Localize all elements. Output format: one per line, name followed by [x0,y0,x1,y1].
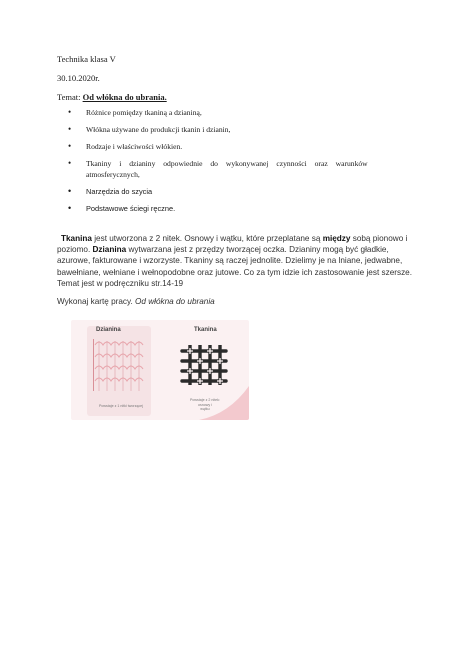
weave-label: Tkanina [194,327,217,333]
decorative-corner-shape [199,386,249,420]
list-item: • Podstawowe ściegi ręczne. [58,203,388,214]
document-title: Technika klasa V [57,54,116,64]
weave-illustration [178,341,230,389]
task-title: Od włókna do ubrania [135,297,215,306]
list-item: • Rodzaje i właściwości włókien. [58,141,388,152]
knit-illustration [91,337,149,397]
topic-title: Od włókna do ubrania. [82,92,167,102]
topic-bullet-list [58,107,388,220]
knit-label: Dzianina [96,327,121,333]
keyword-miedzy: między [322,234,351,243]
fabric-comparison-figure [71,320,249,420]
task-line: Wykonaj kartę pracy. Od włókna do ubrania [57,297,215,306]
body-paragraph: Tkanina jest utworzona z 2 nitek. Osnowy i wątku, które przeplatane są między sobą pionowo i poziomo. Dzianina wytwarzana jest z przędzy tworzącej oczka. Dzianiny mogą być gładkie, azurowe, fakturowane i wzorzyste. Tkaniny są raczej jednolite. Dzielimy je na lniane, jedwabne, bawełniane, wełniane i wełnopodobne oraz jutowe. Co za tym idzie ich zastosowanie jest szersze. Temat jest w podręczniku str.14-19 [57,234,412,288]
knit-caption: Powstaje z 1 nitki tworzącej [99,404,143,408]
document-date: 30.10.2020r. [57,73,100,83]
list-item: • Włókna używane do produkcji tkanin i dzianin, [58,124,388,135]
topic-line [57,92,167,103]
keyword-tkanina: Tkanina [61,234,92,243]
list-item: • Różnice pomiędzy tkaniną a dzianiną, [58,107,388,118]
keyword-dzianina: Dzianina [92,245,127,255]
topic-prefix: Temat: [57,92,83,102]
list-item: • Narzędzia do szycia [58,186,388,197]
weave-caption: Powstaje z 2 nitek: osnowy i wątku [190,398,220,412]
list-item: • Tkaniny i dzianiny odpowiednie do wykonywanej czynności oraz warunków atmosferycznych, [58,158,388,180]
